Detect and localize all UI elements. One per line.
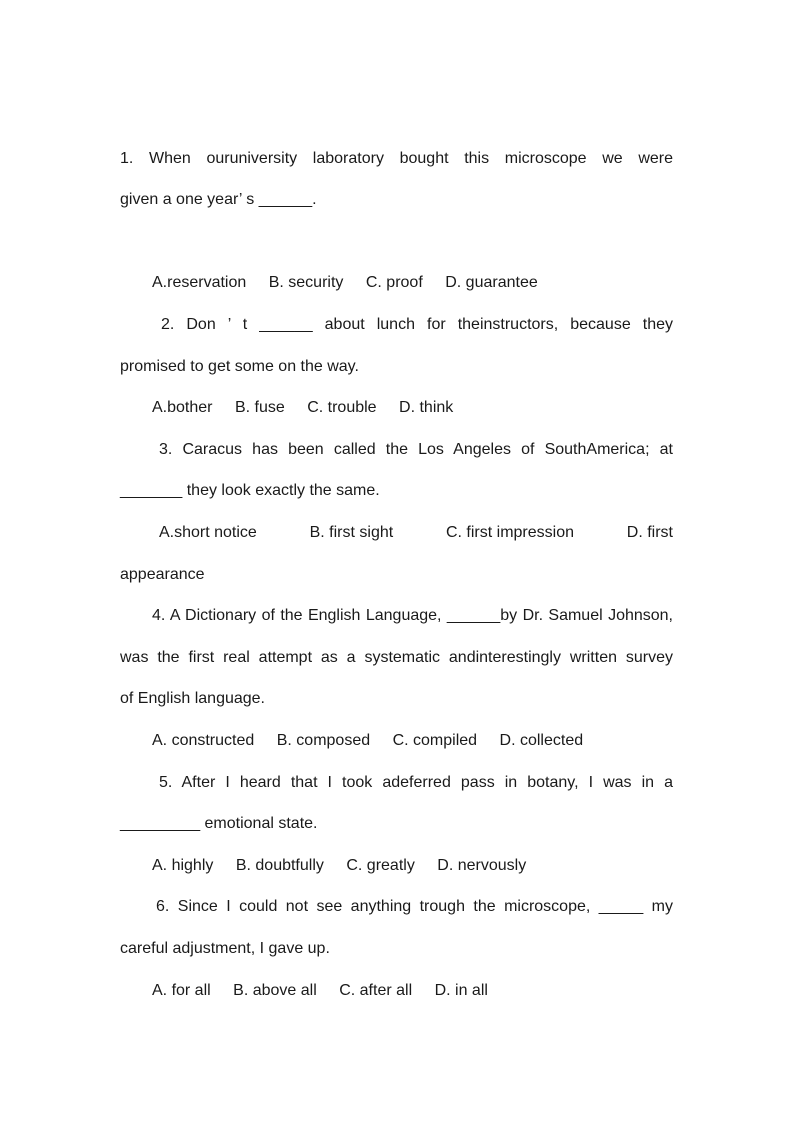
option-c: C. greatly: [346, 857, 415, 874]
option-b: B. security: [268, 274, 344, 291]
option-b: B. doubtfully: [235, 857, 324, 874]
option-a: A.short notice: [159, 524, 257, 541]
question-3-line-1: 3. Caracus has been called the Los Angeles of SouthAmerica; at: [159, 441, 673, 458]
question-5-options: [152, 856, 526, 876]
question-1-line-2: given a one year’ s ______.: [120, 191, 317, 208]
question-6-line-2: careful adjustment, I gave up.: [120, 940, 330, 957]
question-3-options-continuation: appearance: [120, 566, 205, 583]
option-a: A.reservation: [152, 274, 247, 291]
question-1-line-1: 1. When ouruniversity laboratory bought this microscope we were: [120, 150, 673, 167]
question-3-options: [159, 523, 673, 543]
option-d: D. in all: [434, 982, 488, 999]
option-b: B. composed: [276, 732, 371, 749]
question-2-line-1: 2. Don ’ t ______ about lunch for theinstructors, because they: [161, 316, 673, 333]
option-a: A. highly: [152, 857, 214, 874]
option-a: A. for all: [152, 982, 211, 999]
question-6-line-1: 6. Since I could not see anything trough the microscope, _____ my: [156, 898, 673, 915]
option-c: C. proof: [365, 274, 423, 291]
option-d: D. think: [399, 399, 454, 416]
option-d: D. guarantee: [445, 274, 538, 291]
question-1-options: [152, 273, 538, 293]
option-a: A.bother: [152, 399, 213, 416]
option-c: C. trouble: [307, 399, 377, 416]
option-a: A. constructed: [152, 732, 255, 749]
question-6-options: [152, 981, 488, 1001]
question-4-line-1: 4. A Dictionary of the English Language, ______by Dr. Samuel Johnson,: [152, 607, 673, 624]
question-5-line-1: 5. After I heard that I took adeferred pass in botany, I was in a: [159, 774, 673, 791]
question-2-line-2: promised to get some on the way.: [120, 358, 359, 375]
question-4-line-3: of English language.: [120, 690, 265, 707]
question-4-options: [152, 731, 583, 751]
option-b: B. above all: [233, 982, 317, 999]
option-c: C. first impression: [445, 524, 574, 541]
question-4-line-2: was the first real attempt as a systematic andinterestingly written survey: [120, 649, 673, 666]
question-3-line-2: _______ they look exactly the same.: [120, 482, 380, 499]
question-2-options: [152, 398, 453, 418]
option-b: B. fuse: [234, 399, 285, 416]
option-c: C. compiled: [392, 732, 478, 749]
option-d: D. first: [626, 524, 673, 541]
option-c: C. after all: [339, 982, 413, 999]
option-b: B. first sight: [309, 524, 394, 541]
option-d: D. nervously: [437, 857, 527, 874]
question-5-line-2: _________ emotional state.: [120, 815, 318, 832]
option-d: D. collected: [499, 732, 584, 749]
